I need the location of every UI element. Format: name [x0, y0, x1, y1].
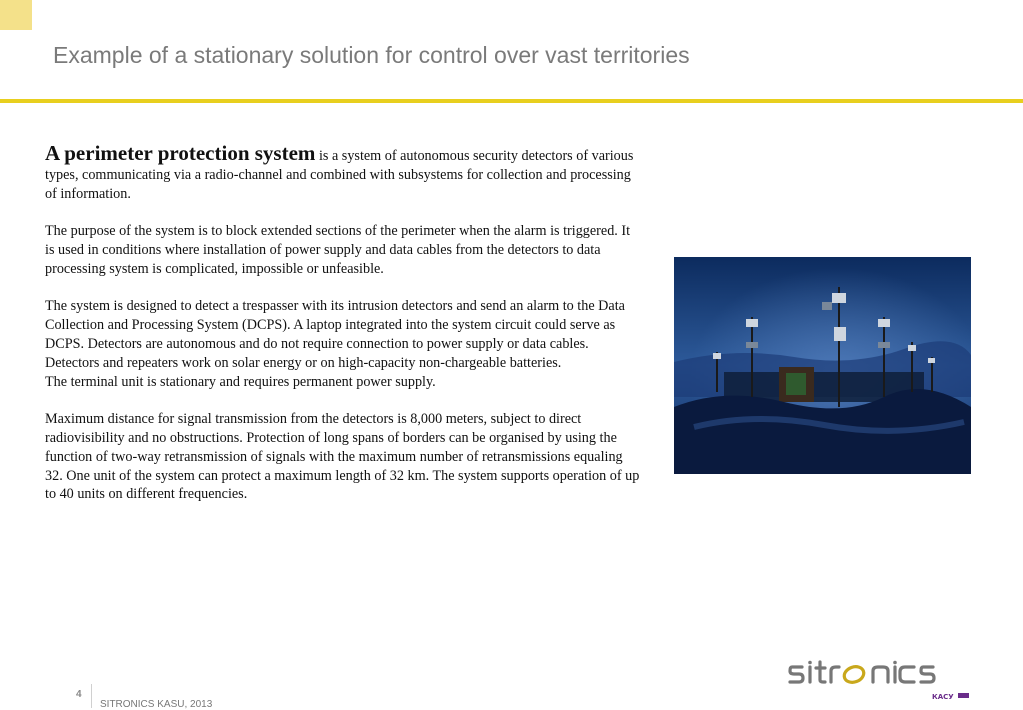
footer-company: SITRONICS KASU, 2013	[100, 699, 213, 710]
terminal-paragraph: The terminal unit is stationary and requires permanent power supply.	[45, 373, 436, 390]
corner-accent-square	[0, 0, 32, 30]
range-paragraph: Maximum distance for signal transmission from the detectors is 8,000 meters, subject to direct radiovisibility and no obstructions. Protection of long spans of borders can be organised by using the function of two-way retransmission of signals with the maximum number of retransmissions equaling 32. One unit of the system can protect a maximum length of 32 km. The system supports operation of up to 40 units on different frequencies.	[45, 411, 640, 503]
design-paragraph: The system is designed to detect a trespasser with its intrusion detectors and send an alarm to the Data Collection and Processing System (DCPS). A laptop integrated into the system circuit could serve as DCPS. Detectors are autonomous and do not require connection to power supply or data cables. Detectors and repeaters work on solar energy or on high-capacity non-chargeable batteries.	[45, 298, 625, 371]
page-title: Example of a stationary solution for control over vast territories	[53, 42, 690, 68]
title-divider	[0, 99, 1023, 103]
body-text	[45, 141, 643, 523]
logo-subtitle: КАСУ	[932, 693, 954, 701]
lead-text: is a system of autonomous security detectors of various types, communicating via a radio-channel and combined with subsystems for collection and processing of information.	[45, 148, 634, 202]
lead-heading: A perimeter protection system	[45, 141, 316, 165]
intro-paragraph	[45, 141, 643, 203]
footer-divider	[91, 684, 92, 708]
page-number: 4	[76, 689, 82, 700]
perimeter-system-photo	[674, 257, 971, 474]
purpose-paragraph: The purpose of the system is to block extended sections of the perimeter when the alarm is triggered. It is used in conditions where installation of power supply and data cables from the detectors to data processing system is complicated, impossible or unfeasible.	[45, 223, 631, 277]
sitronics-logo	[788, 660, 973, 704]
